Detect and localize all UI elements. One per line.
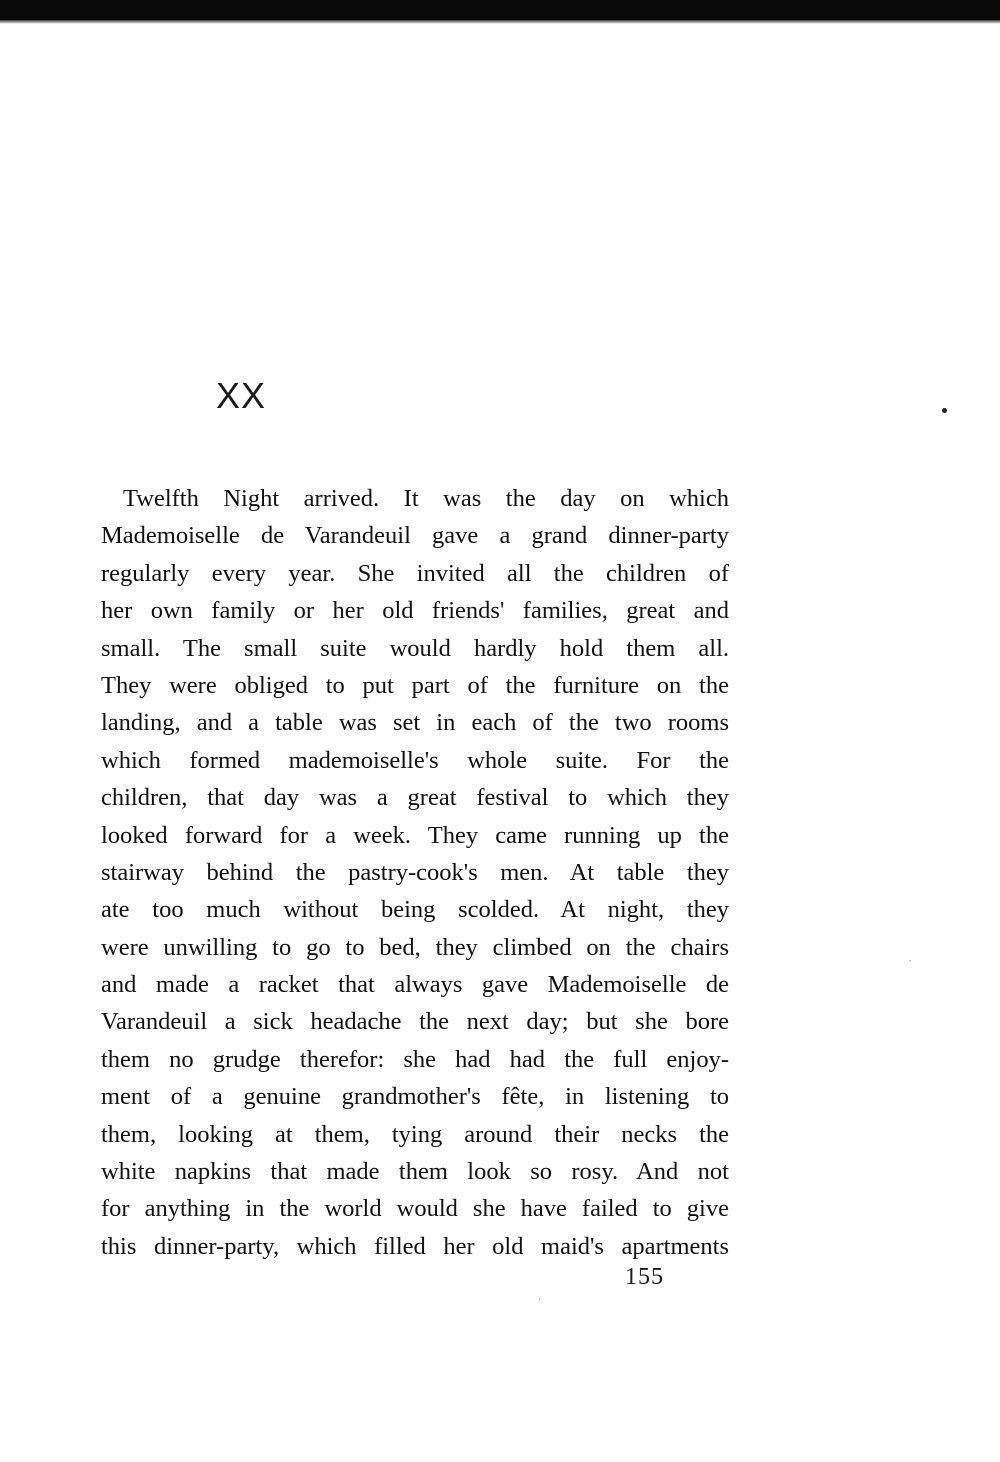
scan-top-border-shadow [0, 20, 1000, 24]
text-line: this dinner-party, which filled her old maid's apartments [101, 1232, 729, 1260]
text-line: Twelfth Night arrived. It was the day on which [123, 485, 729, 512]
text-line: Mademoiselle de Varandeuil gave a grand dinner-party [101, 522, 729, 550]
body-text [101, 480, 729, 1265]
scan-mark [539, 1298, 540, 1300]
text-line: looked forward for a week. They came running up the [101, 821, 729, 849]
text-line: them no grudge therefor: she had had the full enjoy- [101, 1045, 729, 1073]
text-line: them, looking at them, tying around their necks the [101, 1120, 729, 1148]
chapter-heading: XX [216, 375, 267, 416]
text-line: Varandeuil a sick headache the next day; but she bore [101, 1008, 729, 1036]
text-line: ate too much without being scolded. At night, they [101, 896, 729, 924]
page-number: 155 [625, 1264, 664, 1290]
scan-top-border [0, 0, 1000, 22]
text-line: were unwilling to go to bed, they climbed on the chairs [101, 933, 729, 961]
text-line: regularly every year. She invited all the children of [101, 559, 729, 587]
text-line: stairway behind the pastry-cook's men. At table they [101, 858, 729, 886]
text-line: her own family or her old friends' families, great and [101, 597, 729, 625]
text-line: ment of a genuine grandmother's fête, in listening to [101, 1083, 729, 1111]
text-line: white napkins that made them look so rosy. And not [101, 1158, 729, 1186]
scan-mark [909, 960, 911, 961]
text-line: for anything in the world would she have failed to give [101, 1195, 729, 1223]
text-line: which formed mademoiselle's whole suite. For the [101, 746, 729, 774]
text-line: small. The small suite would hardly hold them all. [101, 634, 729, 662]
text-line: and made a racket that always gave Mademoiselle de [101, 971, 729, 999]
scan-speck [942, 408, 947, 413]
text-line: landing, and a table was set in each of the two rooms [101, 709, 729, 737]
text-line: children, that day was a great festival to which they [101, 784, 729, 812]
text-line: They were obliged to put part of the furniture on the [101, 671, 729, 699]
